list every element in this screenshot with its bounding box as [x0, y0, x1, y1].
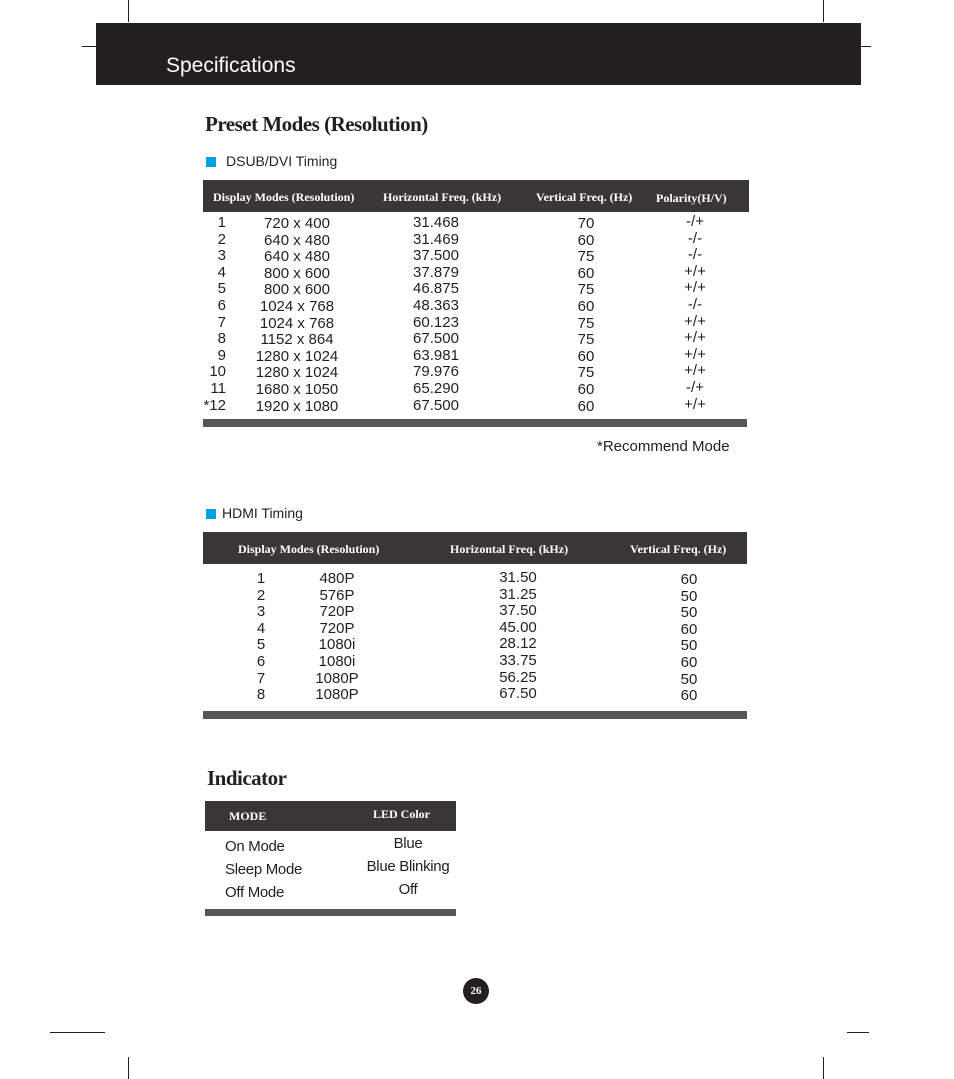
table-cell: 576P [319, 586, 355, 604]
hdmi-header-horizontal-freq: Horizontal Freq. (kHz) [450, 542, 569, 556]
hdmi-section-label [206, 504, 303, 522]
table-cell: 60 [680, 620, 698, 638]
table-cell: 45.00 [499, 618, 537, 636]
table-cell: 48.363 [413, 296, 459, 314]
table-cell: 60 [680, 687, 698, 705]
table-cell: 480P [319, 570, 355, 587]
table-cell: 8 [217, 330, 226, 348]
table-cell: -/- [687, 246, 703, 264]
hdmi-column-number [248, 571, 274, 704]
recommend-mode-note: *Recommend Mode [597, 438, 730, 455]
table-cell: 37.50 [499, 602, 537, 620]
table-cell: 720 x 400 [264, 215, 330, 232]
table-cell: -/+ [686, 378, 704, 396]
table-cell: 65.290 [413, 379, 459, 397]
table-cell: 8 [256, 686, 266, 704]
crop-mark [847, 1032, 869, 1033]
table-cell: 2 [256, 586, 266, 604]
table-cell: 1920 x 1080 [255, 397, 339, 415]
dsub-label-text: DSUB/DVI Timing [226, 153, 338, 169]
table-cell: 9 [217, 346, 226, 364]
table-cell: Off Mode [225, 884, 285, 901]
crop-mark [823, 0, 824, 22]
table-cell: 6 [256, 652, 266, 670]
hdmi-column-horizontal-freq [483, 570, 553, 703]
preset-modes-heading: Preset Modes (Resolution) [205, 112, 428, 136]
table-cell: 50 [680, 637, 698, 655]
table-cell: 50 [680, 587, 698, 605]
table-cell: 75 [577, 248, 595, 266]
table-cell: 33.75 [499, 651, 537, 669]
dsub-column-horizontal-freq [396, 215, 476, 414]
table-cell: +/+ [684, 362, 706, 380]
table-cell: 1280 x 1024 [255, 347, 339, 365]
table-cell: 31.25 [499, 585, 537, 603]
page-title: Specifications [166, 54, 296, 77]
table-cell: 60 [577, 264, 595, 282]
indicator-column-mode [225, 835, 302, 904]
table-cell: 3 [256, 603, 266, 621]
table-cell: 37.879 [413, 263, 459, 281]
table-cell: On Mode [225, 838, 285, 855]
table-cell: 75 [577, 364, 595, 382]
table-cell: 70 [577, 215, 595, 232]
table-cell: +/+ [684, 279, 706, 297]
dsub-column-polarity [665, 214, 725, 413]
table-cell: 28.12 [499, 635, 537, 653]
table-cell: 60 [577, 231, 595, 249]
table-cell: Blue Blinking [366, 858, 450, 875]
table-cell: 1280 x 1024 [255, 364, 339, 382]
table-cell: +/+ [684, 329, 706, 347]
dsub-table-footer-bar [203, 419, 747, 427]
table-cell: 1080P [315, 686, 359, 704]
table-cell: -/+ [686, 213, 704, 230]
table-cell: 67.500 [413, 330, 459, 348]
table-cell: +/+ [684, 312, 706, 330]
table-cell: 56.25 [499, 668, 537, 686]
table-cell: 75 [577, 281, 595, 299]
hdmi-table-footer-bar [203, 711, 747, 719]
table-cell: 60 [680, 653, 698, 671]
table-cell: 31.50 [499, 569, 537, 586]
table-cell: 31.468 [413, 214, 459, 231]
indicator-column-led-color [358, 832, 458, 901]
table-cell: 75 [577, 331, 595, 349]
hdmi-header-display-modes: Display Modes (Resolution) [238, 542, 380, 556]
crop-mark [128, 0, 129, 22]
table-cell: 1 [256, 570, 266, 587]
table-cell: 3 [217, 247, 226, 265]
dsub-header-horizontal-freq: Horizontal Freq. (kHz) [383, 190, 502, 204]
table-cell: 720P [319, 603, 355, 621]
table-cell: 75 [577, 314, 595, 332]
table-cell: 1 [217, 214, 226, 231]
table-cell: 1024 x 768 [259, 297, 335, 315]
dsub-column-number [195, 215, 226, 414]
table-cell: 1080i [318, 636, 356, 654]
table-cell: 60 [680, 571, 698, 588]
table-cell: 1080i [318, 652, 356, 670]
table-cell: 46.875 [413, 280, 459, 298]
table-cell: -/- [687, 229, 703, 247]
table-cell: 63.981 [413, 346, 459, 364]
table-cell: 11 [210, 379, 226, 397]
table-cell: 50 [680, 604, 698, 622]
page-number-badge: 26 [463, 978, 489, 1004]
table-cell: 60 [577, 297, 595, 315]
table-cell: 4 [217, 263, 226, 281]
table-cell: 1680 x 1050 [255, 380, 339, 398]
hdmi-column-vertical-freq [664, 572, 714, 705]
table-cell: 720P [319, 619, 355, 637]
indicator-header-led-color: LED Color [373, 807, 430, 821]
crop-mark [823, 1057, 824, 1079]
table-cell: +/+ [684, 395, 706, 413]
table-cell: 1152 x 864 [260, 331, 334, 349]
table-cell: 1024 x 768 [259, 314, 335, 332]
dsub-column-resolution [237, 216, 357, 415]
crop-mark [861, 46, 871, 47]
indicator-header-mode: MODE [229, 809, 267, 823]
indicator-table-footer-bar [205, 909, 456, 916]
header-bar [96, 23, 861, 85]
table-cell: 640 x 480 [264, 248, 330, 266]
indicator-heading: Indicator [207, 766, 287, 790]
table-cell: -/- [687, 295, 703, 313]
dsub-column-vertical-freq [556, 216, 616, 415]
table-cell: 10 [209, 363, 226, 381]
table-cell: 800 x 600 [264, 281, 330, 299]
table-cell: 5 [256, 636, 266, 654]
bullet-square-icon [206, 157, 216, 167]
table-cell: 2 [217, 230, 226, 248]
table-cell: Sleep Mode [225, 861, 303, 878]
table-cell: 67.500 [413, 396, 459, 414]
dsub-section-label [206, 152, 337, 170]
table-cell: 31.469 [413, 230, 459, 248]
hdmi-table-header [203, 532, 747, 564]
hdmi-column-resolution [302, 571, 372, 704]
table-cell: 800 x 600 [264, 264, 330, 282]
hdmi-header-vertical-freq: Vertical Freq. (Hz) [630, 542, 727, 556]
table-cell: 6 [217, 296, 226, 314]
crop-mark [82, 46, 96, 47]
table-cell: Off [398, 881, 418, 898]
dsub-header-polarity: Polarity(H/V) [656, 191, 727, 205]
table-cell: +/+ [684, 262, 706, 280]
table-cell: 4 [256, 619, 266, 637]
table-cell: 50 [680, 670, 698, 688]
dsub-table-header [203, 180, 749, 212]
table-cell: 5 [217, 280, 226, 298]
table-cell: *12 [203, 396, 226, 414]
indicator-table-header [205, 801, 456, 831]
bullet-square-icon [206, 509, 216, 519]
table-cell: 7 [256, 669, 266, 687]
table-cell: 60 [577, 380, 595, 398]
table-cell: 60 [577, 397, 595, 415]
table-cell: 67.50 [499, 685, 537, 703]
crop-mark [128, 1057, 129, 1079]
table-cell: 640 x 480 [264, 231, 330, 249]
dsub-header-display-modes: Display Modes (Resolution) [213, 190, 355, 204]
table-cell: 7 [217, 313, 226, 331]
table-cell: Blue [393, 835, 423, 852]
table-cell: 60.123 [413, 313, 459, 331]
hdmi-label-text: HDMI Timing [222, 505, 303, 521]
table-cell: 60 [577, 347, 595, 365]
table-cell: 79.976 [413, 363, 459, 381]
table-cell: +/+ [684, 345, 706, 363]
table-cell: 37.500 [413, 247, 459, 265]
table-cell: 1080P [315, 669, 359, 687]
dsub-header-vertical-freq: Vertical Freq. (Hz) [536, 190, 633, 204]
crop-mark [50, 1032, 105, 1033]
